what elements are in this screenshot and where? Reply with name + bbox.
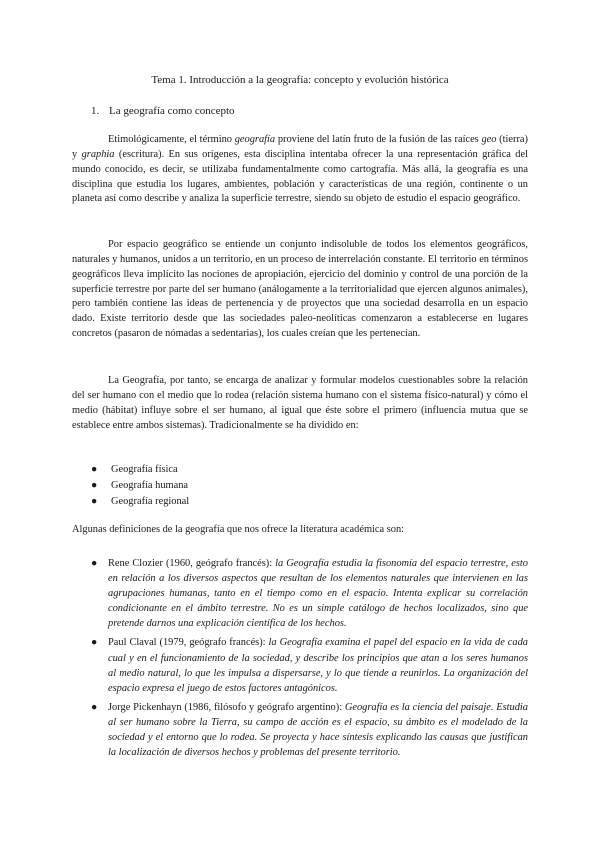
definition-item [91,635,528,695]
document-title: Tema 1. Introducción a la geografía: concepto y evolución histórica [151,74,449,86]
section-title: La geografía como concepto [109,105,235,117]
bullet-icon: ● [91,637,98,649]
paragraph-geography-purpose [72,374,528,433]
list-item [91,494,189,510]
paragraph-etymology [72,133,528,207]
definition-quote: Geografía es la ciencia del paisaje. Estudia al ser humano sobre la Tierra, su campo de acción es el espacio, su ámbito es el modelado de la sociedad y el entorno que lo rodea. Se proyecta y hace síntesis explicando las causas que justifican la localización de diversos hechos y problemas del presente territorio. [108,701,528,759]
definitions-intro: Algunas definiciones de la geografía que nos ofrece la literatura académica son: [72,524,405,535]
list-item [91,478,189,494]
definition-item [91,700,528,760]
text-run: proviene del latín fruto de la fusión de las raíces [275,134,482,145]
definition-author: Paul Claval (1979, geógrafo francés): [108,637,269,649]
branch-label: Geografía humana [111,480,189,491]
bullet-icon: ● [91,558,98,569]
italic-term: graphia [81,148,115,160]
definitions-list [91,556,528,760]
paragraph-geographic-space [72,238,528,342]
italic-term: geografía [234,134,276,145]
list-item [91,462,189,478]
section-number: 1. [91,105,100,117]
text-run: (tierra) y [72,134,528,160]
branch-label: Geografía física [111,464,178,475]
section-heading [91,104,235,119]
text-run: (escritura). En sus orígenes, esta disciplina intentaba ofrecer la una representación gráfica del mundo conocido, es decir, se utilizaba fundamentalmente como cartografía. Más allá, la geografía es una disciplina que estudia los lugares, ambientes, población y características de una región, continente o un planeta así como describe y analiza la superficie terrestre, siendo su objeto de estudio el espacio geográfico. [72,148,528,205]
text-run: Por espacio geográfico se entiende un conjunto indisoluble de todos los elementos geográficos, naturales y humanos, unidos a un territorio, en un proceso de interrelación constante. El territorio en términos geográficos lleva implícito las nociones de apropiación, ejercicio del dominio y control de una porción de la superficie terrestre por parte del ser humano (análogamente a la territorialidad que ejercen algunos animales), pero también contiene las ideas de pertenencia y de proyectos que una sociedad desarrolla en un espacio dado. Existe territorio desde que las sociedades paleo-neolíticas comenzaron a establecerse en lugares concretos (pasaron de nómadas a sedentarias), los cuales creían que les pertenecían. [72,239,528,340]
definition-author: Jorge Pickenhayn (1986, filósofo y geógrafo argentino): [108,701,345,713]
definition-author: Rene Clozier (1960, geógrafo francés): [108,558,276,569]
italic-term: geo [481,134,497,145]
bullet-icon: ● [91,480,98,491]
bullet-icon: ● [91,464,98,475]
text-run: Etimológicamente, el término [108,134,235,145]
branches-list [91,462,189,510]
definition-quote: la Geografía estudia la fisonomía del espacio terrestre, esto en relación a los diversos aspectos que resultan de los elementos naturales que intervienen en las agrupaciones humanas, tanto en el tiempo como en el espacio. Intenta explicar su correlación condicionante en el ámbito terrestre. No es un simple catálogo de hechos localizados, sino que pretende darnos una explicación científica de los hechos. [108,558,528,630]
definition-quote: la Geografía examina el papel del espacio en la vida de cada cual y en el funcionamiento de la sociedad, y describe los principios que atan a los seres humanos al medio natural, lo que les impulsa a dispersarse, y lo que tiende a reunirlos. La organización del espacio expresa el juego de estos factores antagónicos. [108,637,528,694]
bullet-icon: ● [91,496,98,507]
branch-label: Geografía regional [111,496,190,507]
definition-item [91,556,528,631]
text-run: La Geografía, por tanto, se encarga de analizar y formular modelos cuestionables sobre la relación del ser humano con el medio que lo rodea (relación sistema humano con el sistema físico-natural) y cómo el medio (hábitat) influye sobre el ser humano, al igual que éste sobre el primero (influencia mutua que se establece entre ambos sistemas). Tradicionalmente se ha dividido en: [72,375,528,431]
bullet-icon: ● [91,701,98,713]
